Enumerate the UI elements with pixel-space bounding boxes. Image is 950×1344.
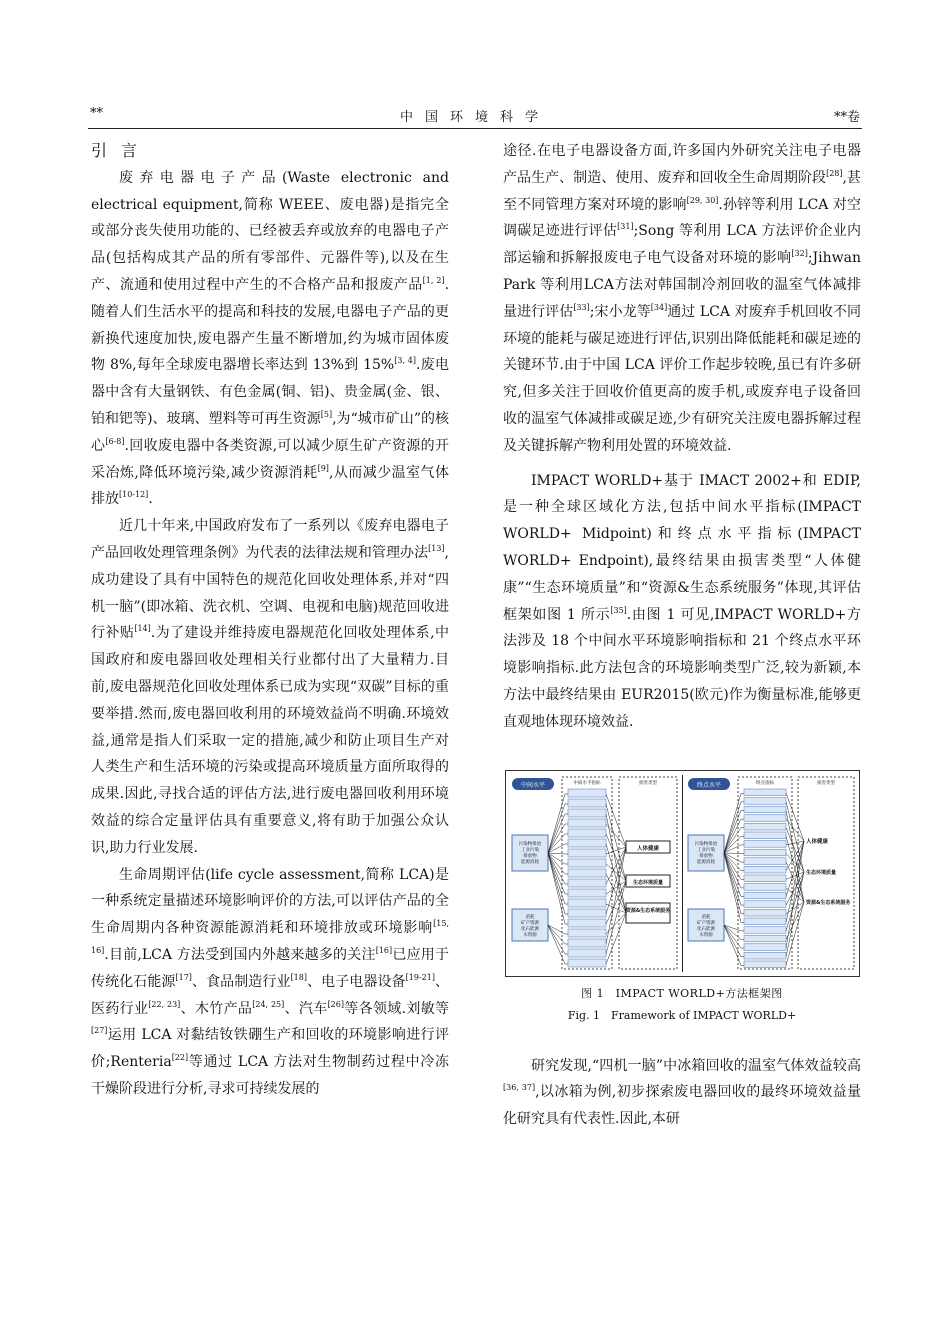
indicator-box [744,823,786,830]
framework-diagram [506,771,859,976]
connector-line [724,925,744,957]
left-damage-eco: 生态环境质量 [632,879,664,886]
indicator-box [568,949,606,957]
indicator-box [568,789,606,797]
header-volume-right: **卷 [833,110,860,125]
connector-line [786,872,804,957]
indicator-box [744,832,786,839]
paragraph-policy: 近几十年来,中国政府发布了一系列以《废弃电器电子产品回收处理管理条例》为代表的法律法规和管理办法[13],成功建设了具有中国特色的规范化回收处理体系,并对“四机一脑”(即冰箱、洗衣机、空调、电视和电脑)规范回收进行补贴[14].为了建设并维持废电器规范化回收处理体系,中国政府和废电器回收处理相关行业都付出了大量精力.目前,废电器规范化回收处理体系已成为实现“双碳”目标的重要举措.然而,废电器回收利用的环境效益尚不明确.环境效益,通常是指人们采取一定的措施,减少和防止项目生产对人类生产和生活环境的污染或提高环境质量方面所取得的成果.因此,寻找合适的评估方法,进行废电器回收利用环境效益的综合定量评估具有重要意义,将有助于加强公众认识,助力行业发展. [91,518,450,856]
indicator-box [744,935,786,942]
paragraph-lca: 生命周期评估(life cycle assessment,简称 LCA)是一种系统定量描述环境影响评价的方法,可以评估产品的全生命周期内各种资源能源消耗和环境排放或环境影响[15, 16].目前,LCA 方法受到国内外越来越多的关注[16]已应用于传统化石能源[17]、食品制造行业[18]、电子电器设备[19-21]、医药行业[22, 23]、木竹产品[24, 25]、汽车[26]等各领域.刘敏等[27]运用 LCA 对黏结钕铁硼生产和回收的环境影响进行评价;Renteria[22]等通过 LCA 方法对生物制药过程中冷冻干燥阶段进行分析,寻求可持续发展的 [91,866,450,1097]
indicator-box [744,883,786,890]
connector-line [724,819,744,853]
indicator-box [568,839,606,847]
paragraph-impact-world: IMPACT WORLD+基于 IMACT 2002+和 EDIP,是一种全球区域化方法,包括中间水平指标(IMPACT WORLD+ Midpoint)和终点水平指标(IMPACT WORLD+ Endpoint),最终结果由损害类型“人体健康”“生态环境质量”和“资源&生态系统服务”体现,其评估框架如图 1 所示[35].由图 1 可见,IMPACT WORLD+方法涉及 18 个中间水平环境影响指标和 21 个终点水平环境影响指标.此方法包含的环境影响类型广泛,较为新颖,本方法中最终结果由 EUR2015(欧元)作为衡量标准,能够更直观地体现环境效益. [503,472,861,730]
connector-line [606,847,626,944]
connector-line [548,925,568,954]
indicator-box [744,789,786,796]
indicator-box [744,952,786,959]
left-damage-frame [619,777,677,969]
indicator-box [744,806,786,813]
indicator-box [568,819,606,827]
left-column [91,138,449,1103]
connector-line [786,841,804,845]
indicator-box [568,939,606,947]
indicator-box [744,866,786,873]
connector-line [724,827,744,852]
indicator-box [744,814,786,821]
indicator-box [568,929,606,937]
left-indicator-list [568,789,606,967]
indicator-box [744,849,786,856]
connector-line [786,872,804,879]
paragraph-lca-continued: 途径.在电子电器设备方面,许多国内外研究关注电子电器产品生产、制造、使用、废弃和回收全生命周期阶段[28],甚至不同管理方案对环境的影响[29, 30].孙锌等利用 LCA 对空调碳足迹进行评估[31];Song 等利用 LCA 方法评价企业内部运输和拆解报废电子电气设备对环境的影响[32];Jihwan Park 等利用LCA方法对韩国制冷剂回收的温室气体减排量进行评估[33];宋小龙等[34]通过 LCA 对废弃手机回收不同环境的能耗与碳足迹进行评估,识别出降低能耗和碳足迹的关键环节.由于中国 LCA 评价工作起步较晚,虽已有许多研究,但多关注于回收价值更高的废手机,或废弃电子设备回收的温室气体减排或碳足迹,少有研究关注废电器拆解过程及关键拆解产物利用处置的环境效益. [503,143,862,454]
header-journal-title: 中国环境科学 [399,110,550,125]
left-damage-header: 损害类型 [639,780,657,786]
indicator-box [568,869,606,877]
connector-line [724,853,744,854]
connector-line [606,904,626,913]
right-panel-title: 终点水平 [696,781,722,789]
indicator-box [744,875,786,882]
connector-line [548,925,568,944]
right-mid-header: 终点指标 [756,780,774,786]
connector-line [606,804,626,881]
right-emission-box [688,835,724,871]
connector-line [548,853,568,894]
figure-caption-en: Fig. 1 Framework of IMPACT WORLD+ [567,1008,797,1022]
indicator-box [744,926,786,933]
right-emission-label: 污染物排放工业污染排放物能源消耗 [694,841,718,865]
connector-line [548,844,568,853]
left-panel-title: 中间水平 [520,781,546,789]
left-mid-header: 中间水平指标 [573,780,601,786]
section-title-introduction: 引言 [91,141,152,160]
indicator-box [744,797,786,804]
indicator-box [744,961,786,968]
right-indicator-list [744,789,786,968]
indicator-box [568,919,606,927]
connector-line [606,824,626,847]
connector-line [606,913,626,964]
right-consumption-label: 消耗矿产资源化石能源水资源 [697,914,715,938]
header-volume-left: ** [90,106,103,121]
left-emission-box [512,835,548,871]
left-damage-resource: 资源&生态系统服务 [625,907,671,914]
left-emission-label: 污染物排放工业污染排放物能源消耗 [518,841,542,865]
indicator-box [744,909,786,916]
right-column [503,138,861,1133]
indicator-box [744,900,786,907]
connector-line [548,925,568,964]
indicator-box [568,889,606,897]
indicator-box [568,849,606,857]
indicator-box [568,799,606,807]
indicator-box [744,943,786,950]
connector-line [548,925,568,934]
indicator-box [568,829,606,837]
right-damage-eco: 生态环境质量 [806,869,837,876]
right-damage-resource: 资源&生态系统服务 [806,899,851,906]
connector-line [606,794,626,847]
indicator-box [568,859,606,867]
connector-line [724,925,744,931]
running-header [88,104,862,129]
connector-line [786,801,804,871]
indicator-box [744,857,786,864]
left-consumption-label: 消耗矿产资源化石能源水资源 [521,914,539,938]
connector-line [548,853,568,854]
indicator-box [744,918,786,925]
connector-line [606,814,626,913]
connector-line [548,834,568,853]
indicator-box [744,892,786,899]
connector-line [548,814,568,853]
indicator-box [568,909,606,917]
indicator-box [568,899,606,907]
indicator-box [568,809,606,817]
figure-caption-cn: 图 1 IMPACT WORLD+方法框架图 [581,986,783,1000]
figure-caption [503,983,861,1027]
connector-line [606,913,626,934]
connector-line [548,853,568,884]
indicator-box [568,959,606,967]
indicator-box [744,840,786,847]
figure-impact-world-framework [505,770,860,977]
left-damage-human: 人体健康 [636,845,660,852]
connector-line [548,824,568,853]
paragraph-refrigerator: 研究发现,“四机一脑”中冰箱回收的温室气体效益较高[36, 37],以冰箱为例,初步探索废电器回收的最终环境效益量化研究具有代表性.因此,本研 [503,1057,862,1128]
paragraph-weee-definition: 废弃电器电子产品(Waste electronic and electrical equipment,简称 WEEE、废电器)是指完全或部分丧失使用功能的、已经被丢弃或放弃的电器电子产品(包括构成其产品的所有零部件、元器件等),以及在生产、流通和使用过程中产生的不合格产品和报废产品[1, 2].随着人们生活水平的提高和科技的发展,电器电子产品的更新换代速度加快,废电器产生量不断增加,约为城市固体废物 8%,每年全球废电器增长率达到 13%到 15%[3, 4].废电器中含有大量钢铁、有色金属(铜、铝)、贵金属(金、银、铂和钯等)、玻璃、塑料等可再生资源[5],为“城市矿山”的核心[6-8].回收废电器中各类资源,可以减少原生矿产资源的开采冶炼,降低环境污染,减少资源消耗[9],从而减少温室气体排放[10-12]. [91,169,450,508]
right-damage-human: 人体健康 [806,838,829,845]
right-damage-header: 损害类型 [817,780,835,786]
indicator-box [568,879,606,887]
